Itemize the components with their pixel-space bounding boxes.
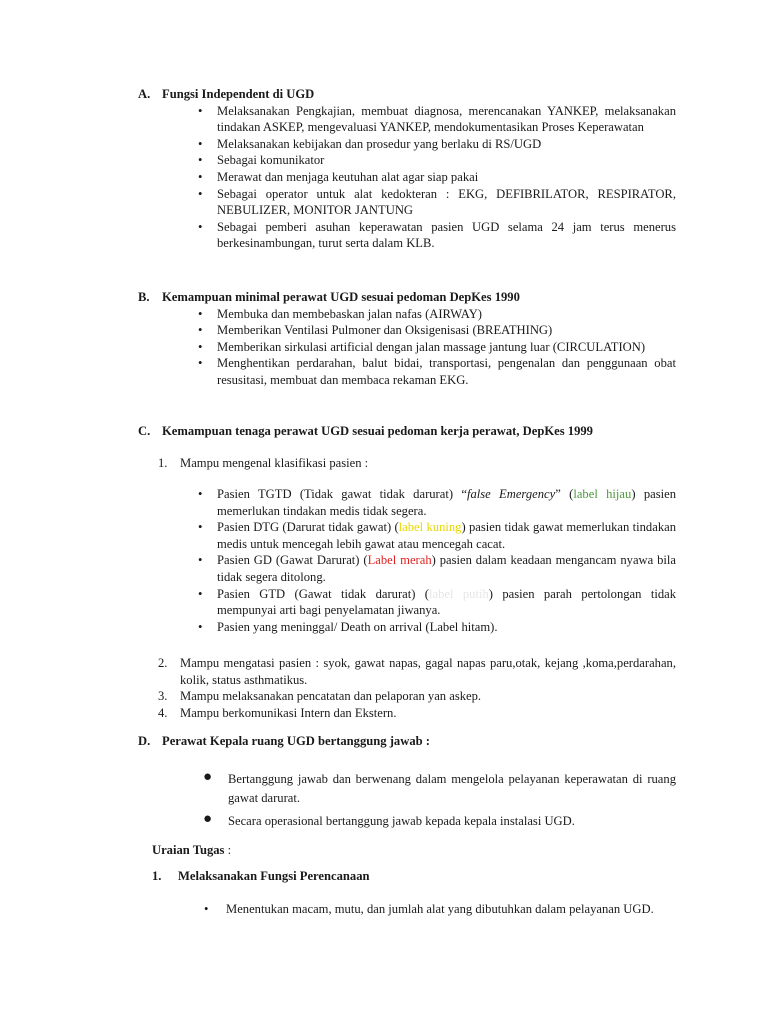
section-a xyxy=(138,86,676,252)
bullet-icon: • xyxy=(198,103,203,118)
bullet-icon: • xyxy=(198,219,203,234)
item-number: 4. xyxy=(158,705,168,720)
list-item: ● Secara operasional bertanggung jawab kepada kepala instalasi UGD. xyxy=(203,811,575,828)
section-c-item-1 xyxy=(138,455,676,472)
numbered-item: 2. Mampu mengatasi pasien : syok, gawat napas, gagal napas paru,otak, kejang ,koma,perdarahan, kolik, status asthmatikus. xyxy=(158,656,676,687)
section-d-title: Perawat Kepala ruang UGD bertanggung jawab : xyxy=(162,734,430,748)
label-kuning: label kuning xyxy=(398,520,462,535)
uraian-heading: Uraian Tugas : xyxy=(152,843,232,857)
section-c-letter: C. xyxy=(138,424,151,438)
triage-item-yellow: • Pasien DTG (Darurat tidak gawat) (label kuning) pasien tidak gawat memerlukan tindakan medis untuk mencegah lebih gawat atau mencegah cacat. xyxy=(198,520,676,551)
list-item: • Merawat dan menjaga keutuhan alat agar siap pakai xyxy=(198,169,479,184)
section-c-numbered xyxy=(138,655,676,721)
list-item: ● Bertanggung jawab dan berwenang dalam mengelola pelayanan keperawatan di ruang gawat darurat. xyxy=(203,769,676,805)
list-item: • Melaksanakan kebijakan dan prosedur yang berlaku di RS/UGD xyxy=(198,136,542,151)
bullet-icon: • xyxy=(198,487,203,501)
item-number: 1. xyxy=(158,456,168,470)
bullet-icon: ● xyxy=(203,769,213,785)
label-hijau: label hijau xyxy=(573,487,632,501)
bullet-icon: • xyxy=(198,586,203,601)
uraian-sub-title: Melaksanakan Fungsi Perencanaan xyxy=(178,869,370,883)
item-number: 3. xyxy=(158,689,168,704)
section-c-heading xyxy=(138,423,676,440)
list-item: • Membuka dan membebaskan jalan nafas (AIRWAY) xyxy=(198,306,482,321)
list-item: • Menghentikan perdarahan, balut bidai, transportasi, pengenalan dan penggunaan obat resusitasi, membuat dan membaca rekaman EKG. xyxy=(198,356,676,387)
section-d-list xyxy=(138,770,676,831)
bullet-icon: • xyxy=(198,323,203,338)
section-d-heading xyxy=(138,733,676,750)
triage-item-black: • Pasien yang meninggal/ Death on arrival (Label hitam). xyxy=(198,619,498,634)
section-c-title: Kemampuan tenaga perawat UGD sesuai pedoman kerja perawat, DepKes 1999 xyxy=(162,424,593,438)
bullet-icon: • xyxy=(198,339,203,354)
list-item: • Sebagai operator untuk alat kedokteran : EKG, DEFIBRILATOR, RESPIRATOR, NEBULIZER, MONITOR JANTUNG xyxy=(198,186,676,218)
triage-item-white: • Pasien GTD (Gawat tidak darurat) (label putih) pasien parah pertolongan tidak mempunyai arti bagi penyelamatan jiwanya. xyxy=(198,586,677,618)
section-a-heading xyxy=(138,86,676,103)
section-b-title: Kemampuan minimal perawat UGD sesuai pedoman DepKes 1990 xyxy=(162,290,520,304)
bullet-icon: • xyxy=(198,153,203,168)
section-d-letter: D. xyxy=(138,734,151,748)
section-b-heading xyxy=(138,289,676,306)
triage-list xyxy=(138,486,676,635)
uraian-sub xyxy=(138,868,676,885)
list-item: • Melaksanakan Pengkajian, membuat diagnosa, merencanakan YANKEP, melaksanakan tindakan ASKEP, mengevaluasi YANKEP, mendokumentasikan Proses Keperawatan xyxy=(198,103,676,135)
item-number: 2. xyxy=(158,656,168,670)
list-item: • Sebagai pemberi asuhan keperawatan pasien UGD selama 24 jam terus menerus berkesinambungan, turut serta dalam KLB. xyxy=(198,219,676,251)
uraian-sub-heading xyxy=(138,868,676,885)
triage-item-red: • Pasien GD (Gawat Darurat) (Label merah) pasien dalam keadaan mengancam nyawa bila tidak segera ditolong. xyxy=(198,553,676,584)
list-item: • Sebagai komunikator xyxy=(198,153,325,168)
uraian-sub-number: 1. xyxy=(152,869,162,883)
section-b xyxy=(138,289,676,389)
numbered-item: 3. Mampu melaksanakan pencatatan dan pelaporan yan askep. xyxy=(158,689,482,704)
bullet-icon: • xyxy=(198,169,203,184)
bullet-icon: • xyxy=(198,553,203,568)
bullet-icon: • xyxy=(198,306,203,321)
bullet-icon: • xyxy=(198,619,203,634)
section-c xyxy=(138,423,676,440)
numbered-item: 1. Mampu mengenal klasifikasi pasien : xyxy=(158,456,369,470)
label-putih: label putih xyxy=(429,586,489,601)
section-d xyxy=(138,733,676,750)
label-merah: Label merah xyxy=(367,553,432,568)
section-a-title: Fungsi Independent di UGD xyxy=(162,87,315,101)
uraian-title: Uraian Tugas xyxy=(152,843,225,857)
uraian-tugas xyxy=(138,842,676,859)
bullet-icon: • xyxy=(198,356,203,371)
section-b-letter: B. xyxy=(138,290,150,304)
bullet-icon: • xyxy=(198,136,203,151)
bullet-icon: • xyxy=(198,520,203,535)
numbered-item: 4. Mampu berkomunikasi Intern dan Ekstern. xyxy=(158,705,397,720)
triage-item-green: • Pasien TGTD (Tidak gawat tidak darurat) “false Emergency” (label hijau) pasien memerlukan tindakan medis tidak segera. xyxy=(198,487,677,518)
uraian-list xyxy=(138,901,676,918)
bullet-icon: ● xyxy=(203,811,213,827)
bullet-icon: • xyxy=(204,902,209,916)
bullet-icon: • xyxy=(198,186,203,201)
list-item: • Memberikan sirkulasi artificial dengan jalan massage jantung luar (CIRCULATION) xyxy=(198,339,646,354)
section-a-letter: A. xyxy=(138,87,151,101)
list-item: • Menentukan macam, mutu, dan jumlah alat yang dibutuhkan dalam pelayanan UGD. xyxy=(204,902,654,916)
list-item: • Memberikan Ventilasi Pulmoner dan Oksigenisasi (BREATHING) xyxy=(198,323,553,338)
